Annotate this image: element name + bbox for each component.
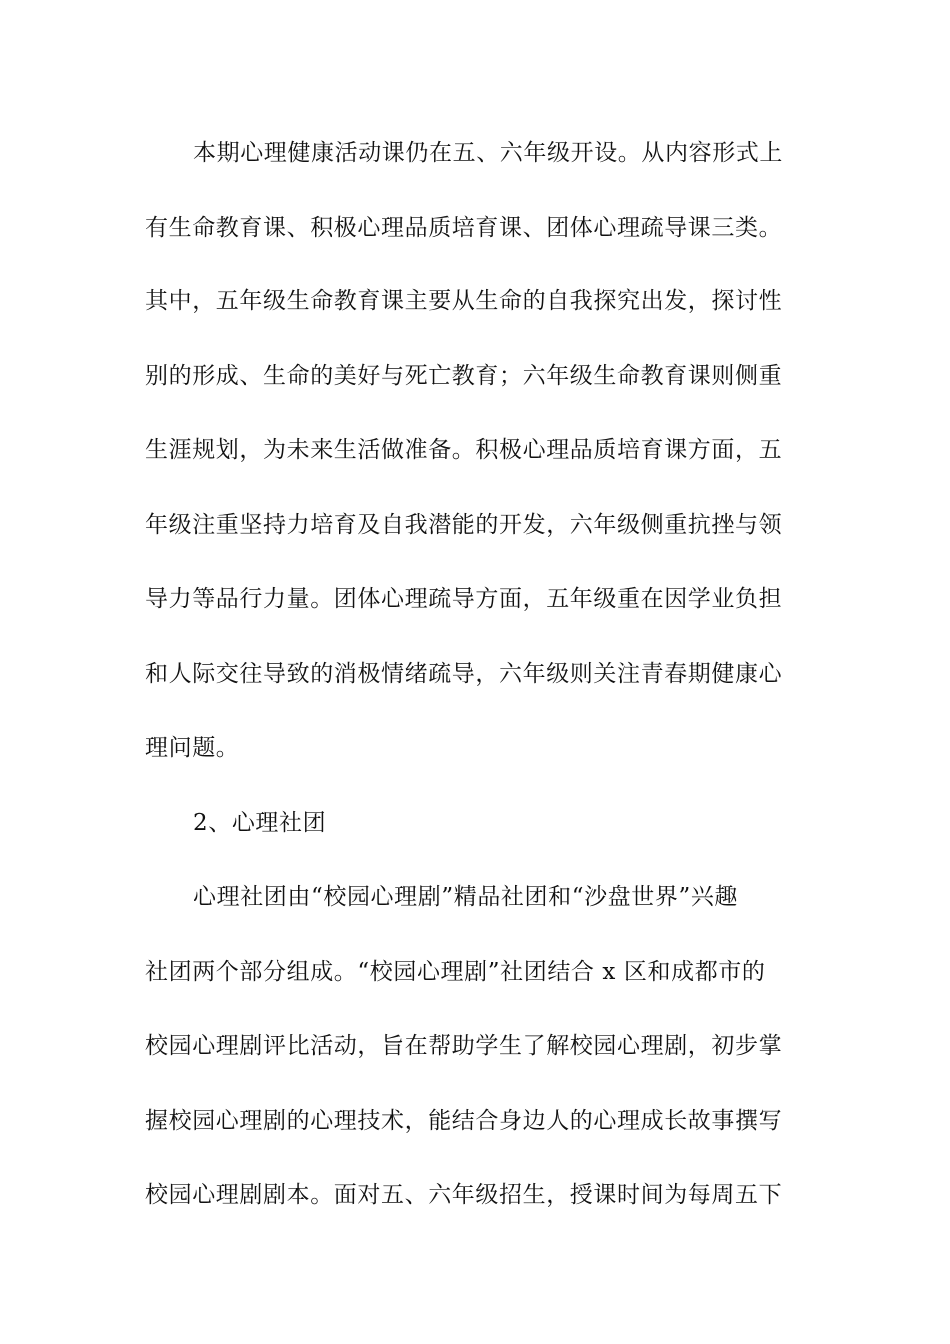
paragraph-line: 生涯规划，为未来生活做准备。积极心理品质培育课方面，五	[145, 437, 783, 463]
paragraph-line: 社团两个部分组成。“校园心理剧”社团结合 x 区和成都市的	[145, 959, 766, 985]
paragraph-line: 校园心理剧剧本。面对五、六年级招生，授课时间为每周五下	[145, 1182, 783, 1208]
paragraph-line: 别的形成、生命的美好与死亡教育；六年级生命教育课则侧重	[145, 363, 783, 389]
paragraph-line: 理问题。	[145, 735, 240, 761]
paragraph-line: 和人际交往导致的消极情绪疏导，六年级则关注青春期健康心	[145, 661, 783, 687]
paragraph-line: 心理社团由“校园心理剧”精品社团和“沙盘世界”兴趣	[193, 884, 739, 910]
paragraph-line: 握校园心理剧的心理技术，能结合身边人的心理成长故事撰写	[145, 1108, 783, 1134]
paragraph-line: 年级注重坚持力培育及自我潜能的开发，六年级侧重抗挫与领	[145, 512, 783, 538]
paragraph-line: 校园心理剧评比活动，旨在帮助学生了解校园心理剧，初步掌	[145, 1033, 783, 1059]
paragraph-line: 本期心理健康活动课仍在五、六年级开设。从内容形式上	[193, 140, 783, 166]
paragraph-line: 其中，五年级生命教育课主要从生命的自我探究出发，探讨性	[145, 288, 783, 314]
section-heading: 2、心理社团	[193, 810, 327, 836]
paragraph-line: 导力等品行力量。团体心理疏导方面，五年级重在因学业负担	[145, 586, 783, 612]
paragraph-line: 有生命教育课、积极心理品质培育课、团体心理疏导课三类。	[145, 215, 783, 241]
